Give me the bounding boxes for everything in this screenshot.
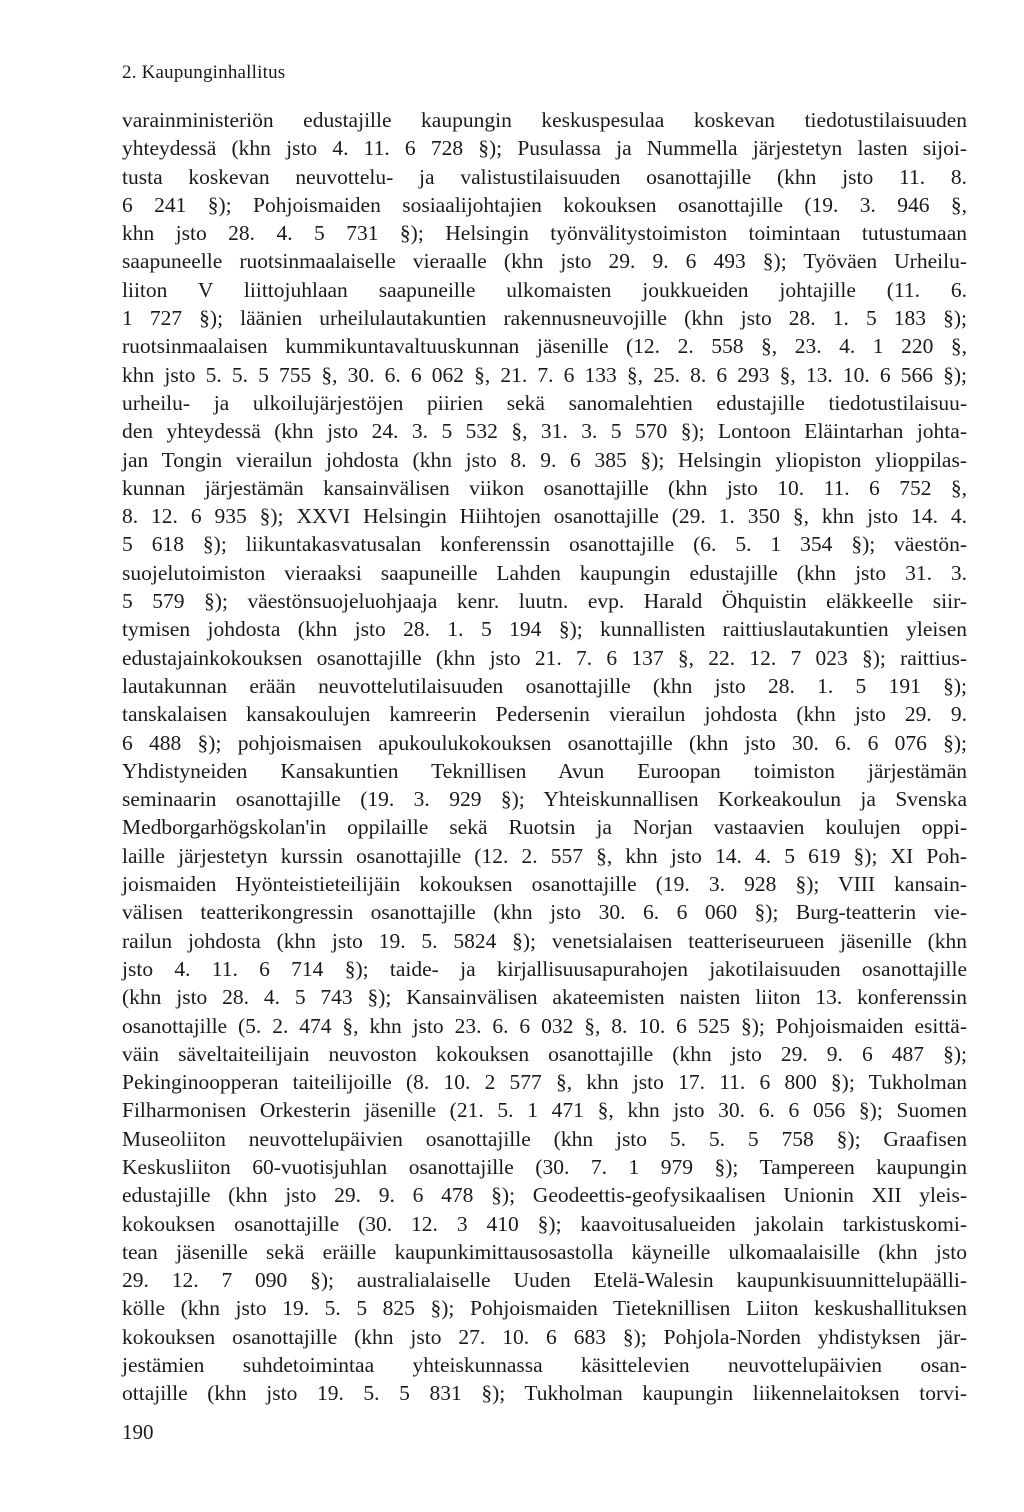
text-line: khn jsto 28. 4. 5 731 §); Helsingin työnvälitystoimiston toimintaan tutustumaan	[122, 221, 967, 246]
text-line: jestämien suhdetoimintaa yhteiskunnassa käsittelevien neuvottelupäivien osan-	[122, 1353, 967, 1378]
text-line: edustajille (khn jsto 29. 9. 6 478 §); Geodeettis-geofysikaalisen Unionin XII yleis-	[122, 1183, 967, 1208]
text-line: Medborgarhögskolan'in oppilaille sekä Ruotsin ja Norjan vastaavien koulujen oppi-	[122, 815, 967, 840]
text-line: ruotsinmaalaisen kummikuntavaltuuskunnan jäsenille (12. 2. 558 §, 23. 4. 1 220 §,	[122, 334, 967, 359]
text-line: väin säveltaiteilijain neuvoston kokouksen osanottajille (khn jsto 29. 9. 6 487 §);	[122, 1041, 967, 1066]
text-line: laille järjestetyn kurssin osanottajille (12. 2. 557 §, khn jsto 14. 4. 5 619 §); XI Poh-	[122, 843, 967, 868]
text-line: Keskusliiton 60-vuotisjuhlan osanottajille (30. 7. 1 979 §); Tampereen kaupungin	[122, 1154, 967, 1179]
text-line: ottajille (khn jsto 19. 5. 5 831 §); Tukholman kaupungin liikennelaitoksen torvi-	[122, 1381, 967, 1406]
page-number: 190	[122, 1420, 154, 1444]
text-line: 6 241 §); Pohjoismaiden sosiaalijohtajien kokouksen osanottajille (19. 3. 946 §,	[122, 192, 967, 217]
text-line: Filharmonisen Orkesterin jäsenille (21. 5. 1 471 §, khn jsto 30. 6. 6 056 §); Suomen	[122, 1098, 967, 1123]
text-line: den yhteydessä (khn jsto 24. 3. 5 532 §, 31. 3. 5 570 §); Lontoon Eläintarhan johta-	[122, 419, 967, 444]
running-head: 2. Kaupunginhallitus	[122, 62, 286, 83]
text-line: edustajainkokouksen osanottajille (khn jsto 21. 7. 6 137 §, 22. 12. 7 023 §); raittius-	[122, 645, 967, 670]
text-line: kokouksen osanottajille (khn jsto 27. 10. 6 683 §); Pohjola-Norden yhdistyksen jär-	[122, 1324, 967, 1349]
text-line: 5 579 §); väestönsuojeluohjaaja kenr. luutn. evp. Harald Öhquistin eläkkeelle siir-	[122, 589, 967, 614]
text-line: kunnan järjestämän kansainvälisen viikon osanottajille (khn jsto 10. 11. 6 752 §,	[122, 475, 967, 500]
text-line: Pekinginoopperan taiteilijoille (8. 10. 2 577 §, khn jsto 17. 11. 6 800 §); Tukholman	[122, 1070, 967, 1095]
body-paragraph	[122, 106, 967, 1408]
text-line: seminaarin osanottajille (19. 3. 929 §); Yhteiskunnallisen Korkeakoulun ja Svenska	[122, 787, 967, 812]
text-line: khn jsto 5. 5. 5 755 §, 30. 6. 6 062 §, 21. 7. 6 133 §, 25. 8. 6 293 §, 13. 10. 6 566 §);	[122, 362, 967, 387]
text-line: 29. 12. 7 090 §); australialaiselle Uuden Etelä-Walesin kaupunkisuunnittelupäälli-	[122, 1268, 967, 1293]
text-line: kokouksen osanottajille (30. 12. 3 410 §); kaavoitusalueiden jakolain tarkistuskomi-	[122, 1211, 967, 1236]
text-line: jan Tongin vierailun johdosta (khn jsto 8. 9. 6 385 §); Helsingin yliopiston ylioppilas-	[122, 447, 967, 472]
text-line: 5 618 §); liikuntakasvatusalan konferenssin osanottajille (6. 5. 1 354 §); väestön-	[122, 532, 967, 557]
text-line: jsto 4. 11. 6 714 §); taide- ja kirjallisuusapurahojen jakotilaisuuden osanottajille	[122, 956, 967, 981]
text-line: välisen teatterikongressin osanottajille (khn jsto 30. 6. 6 060 §); Burg-teatterin vie-	[122, 900, 967, 925]
text-line: yhteydessä (khn jsto 4. 11. 6 728 §); Pusulassa ja Nummella järjestetyn lasten sijoi-	[122, 136, 967, 161]
text-line: liiton V liittojuhlaan saapuneille ulkomaisten joukkueiden johtajille (11. 6.	[122, 277, 967, 302]
text-line: tymisen johdosta (khn jsto 28. 1. 5 194 §); kunnallisten raittiuslautakuntien yleisen	[122, 617, 967, 642]
text-line: urheilu- ja ulkoilujärjestöjen piirien sekä sanomalehtien edustajille tiedotustilaisuu-	[122, 390, 967, 415]
text-line: lautakunnan erään neuvottelutilaisuuden osanottajille (khn jsto 28. 1. 5 191 §);	[122, 673, 967, 698]
text-line: tanskalaisen kansakoulujen kamreerin Pedersenin vierailun johdosta (khn jsto 29. 9.	[122, 702, 967, 727]
text-line: 1 727 §); läänien urheilulautakuntien rakennusneuvojille (khn jsto 28. 1. 5 183 §);	[122, 306, 967, 331]
text-line: 8. 12. 6 935 §); XXVI Helsingin Hiihtojen osanottajille (29. 1. 350 §, khn jsto 14. 4.	[122, 504, 967, 529]
text-line: tean jäsenille sekä eräille kaupunkimittausosastolla käyneille ulkomaalaisille (khn jsto	[122, 1239, 967, 1264]
text-line: osanottajille (5. 2. 474 §, khn jsto 23. 6. 6 032 §, 8. 10. 6 525 §); Pohjoismaiden esittä-	[122, 1013, 967, 1038]
text-line: Yhdistyneiden Kansakuntien Teknillisen Avun Euroopan toimiston järjestämän	[122, 758, 967, 783]
text-line: Museoliiton neuvottelupäivien osanottajille (khn jsto 5. 5. 5 758 §); Graafisen	[122, 1126, 967, 1151]
text-line: (khn jsto 28. 4. 5 743 §); Kansainvälisen akateemisten naisten liiton 13. konferenssin	[122, 985, 967, 1010]
text-line: tusta koskevan neuvottelu- ja valistustilaisuuden osanottajille (khn jsto 11. 8.	[122, 164, 967, 189]
text-line: kölle (khn jsto 19. 5. 5 825 §); Pohjoismaiden Tieteknillisen Liiton keskushallituksen	[122, 1296, 967, 1321]
text-line: suojelutoimiston vieraaksi saapuneille Lahden kaupungin edustajille (khn jsto 31. 3.	[122, 560, 967, 585]
text-line: saapuneelle ruotsinmaalaiselle vieraalle (khn jsto 29. 9. 6 493 §); Työväen Urheilu-	[122, 249, 967, 274]
text-line: varainministeriön edustajille kaupungin keskuspesulaa koskevan tiedotustilaisuuden	[122, 108, 967, 132]
text-line: railun johdosta (khn jsto 19. 5. 5824 §); venetsialaisen teatteriseurueen jäsenille (khn	[122, 928, 967, 953]
text-line: 6 488 §); pohjoismaisen apukoulukokouksen osanottajille (khn jsto 30. 6. 6 076 §);	[122, 730, 967, 755]
text-line: joismaiden Hyönteistieteilijäin kokouksen osanottajille (19. 3. 928 §); VIII kansain-	[122, 872, 967, 897]
